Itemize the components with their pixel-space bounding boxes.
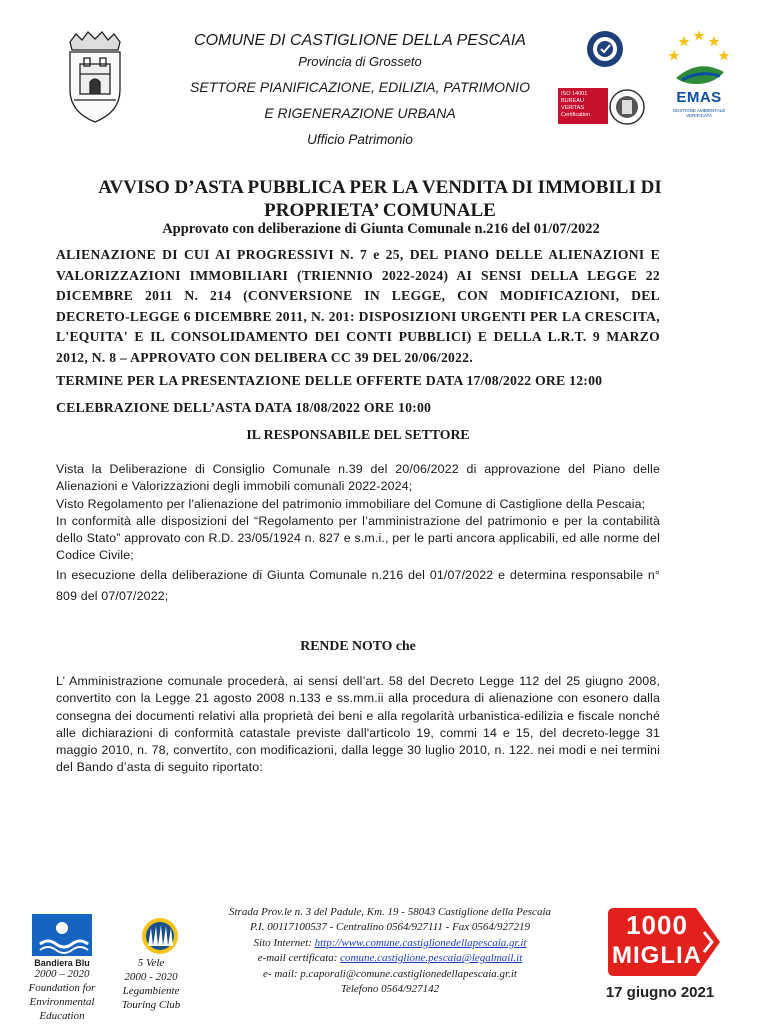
footer-website-line bbox=[190, 936, 590, 951]
mille-miglia-number: 1000 bbox=[626, 910, 688, 940]
bureau-veritas-logo bbox=[558, 88, 608, 124]
bureau-veritas-text: ISO 14001 BUREAU VERITAS Certification bbox=[561, 91, 591, 118]
blue-flag-org-line2: Environmental bbox=[29, 996, 95, 1008]
five-sails-org-line1: Legambiente bbox=[122, 985, 180, 997]
whereas-item: Visto Regolamento per l'alienazione del patrimonio immobiliare del Comune di Castiglione della Pescaia; bbox=[56, 496, 646, 511]
footer-email: e- mail: p.caporali@comune.castiglionedellapescaia.gr.it bbox=[263, 967, 517, 980]
blue-flag-logo bbox=[32, 914, 92, 956]
emas-subtitle: GESTIONE AMBIENTALE VERIFICATA bbox=[672, 108, 726, 118]
sector-manager-heading: IL RESPONSABILE DEL SETTORE bbox=[246, 427, 470, 442]
footer-address: Strada Prov.le n. 3 del Padule, Km. 19 - 58043 Castiglione della Pescaia bbox=[228, 906, 551, 918]
offer-deadline: TERMINE PER LA PRESENTAZIONE DELLE OFFERTE DATA 17/08/2022 ORE 12:00 bbox=[56, 373, 603, 388]
blue-flag-org-line1: Foundation for bbox=[28, 982, 96, 994]
website-link[interactable]: http://www.comune.castiglionedellapescaia.gr.it bbox=[314, 936, 527, 949]
footer-phone: Telefono 0564/927142 bbox=[340, 983, 440, 996]
certification-seal-icon bbox=[609, 86, 645, 128]
emas-label: EMAS bbox=[676, 89, 722, 106]
rende-noto-heading: RENDE NOTO che bbox=[300, 638, 416, 653]
five-sails-title: 5 Vele bbox=[137, 957, 165, 969]
sector-name-line1: SETTORE PIANIFICAZIONE, EDILIZIA, PATRIMONIO bbox=[190, 79, 530, 95]
sector-name-line2: E RIGENERAZIONE URBANA bbox=[264, 105, 456, 121]
province-name: Provincia di Grosseto bbox=[298, 54, 422, 69]
municipal-crest-logo bbox=[62, 30, 128, 125]
blue-flag-label: Bandiera Blu bbox=[34, 958, 90, 968]
auction-date: CELEBRAZIONE DELL’ASTA DATA 18/08/2022 ORE 10:00 bbox=[56, 400, 432, 415]
blue-flag-years: 2000 – 2020 bbox=[34, 968, 90, 980]
footer-pec-line bbox=[190, 951, 590, 966]
mille-miglia-date: 17 giugno 2021 bbox=[605, 984, 715, 1001]
footer-address-block bbox=[190, 905, 590, 997]
municipality-name: COMUNE DI CASTIGLIONE DELLA PESCAIA bbox=[194, 32, 526, 49]
whereas-item: Vista la Deliberazione di Consiglio Comunale n.39 del 20/06/2022 di approvazione del Piano delle Alienazioni e Valorizzazioni degli immobili comunali 2022-2024; bbox=[56, 462, 660, 494]
notice-title: AVVISO D’ASTA PUBBLICA PER LA VENDITA DI IMMOBILI DI PROPRIETA’ COMUNALE bbox=[98, 177, 662, 221]
website-label: Sito Internet: bbox=[253, 936, 315, 949]
five-sails-org-line2: Touring Club bbox=[121, 999, 181, 1011]
five-sails-logo bbox=[138, 916, 182, 956]
emas-logo bbox=[666, 28, 732, 120]
five-sails-years: 2000 - 2020 bbox=[124, 971, 178, 983]
alienation-paragraph: ALIENAZIONE DI CUI AI PROGRESSIVI N. 7 e 25, DEL PIANO DELLE ALIENAZIONI E VALORIZZAZIONI IMMOBILIARI (TRIENNIO 2022-2024) AI SENSI DELLA LEGGE 22 DICEMBRE 2011 N. 214 (CONVERSIONE IN LEGGE, CON MODIFICAZIONI, DEL DECRETO-LEGGE 6 DICEMBRE 2011, N. 201: DISPOSIZIONI URGENTI PER LA CRESCITA, L'EQUITA' E IL CONSOLIDAMENTO DEI CONTI PUBBLICI) E DELLA L.R.T. 9 MARZO 2012, N. 8 – APPROVATO CON DELIBERA CC 39 DEL 20/06/2022. bbox=[56, 247, 660, 365]
whereas-section bbox=[56, 461, 660, 607]
approval-reference: Approvato con deliberazione di Giunta Comunale n.216 del 01/07/2022 bbox=[162, 221, 600, 237]
office-name: Ufficio Patrimonio bbox=[307, 132, 413, 147]
footer-vat-phones: P.I. 00117100537 - Centralino 0564/927111 - Fax 0564/927219 bbox=[250, 921, 530, 934]
pec-label: e-mail certificata: bbox=[257, 952, 341, 965]
whereas-item: In esecuzione della deliberazione di Giunta Comunale n.216 del 01/07/2022 e determina responsabile n° 809 del 07/07/2022; bbox=[56, 567, 660, 603]
whereas-item: In conformità alle disposizioni del “Regolamento per l’amministrazione del patrimonio e per la contabilità dello Stato” approvato con R.D. 23/05/1924 n. 827 e s.m.i., per le parti ancora applicabili, ed alle norme del Codice Civile; bbox=[56, 513, 660, 563]
pec-link[interactable]: comune.castiglione.pescaia@legalmail.it bbox=[340, 952, 523, 965]
mille-miglia-word: MIGLIA bbox=[612, 942, 702, 969]
accredia-seal-logo bbox=[586, 28, 624, 70]
announcement-body: L’ Amministrazione comunale procederà, ai sensi dell’art. 58 del Decreto Legge 112 del 25 giugno 2008, convertito con la Legge 21 agosto 2008 n.133 e ss.mm.ii alla procedura di alienazione con esonero dalla consegna dei documenti relativi alla proprietà dei beni e alla regolarità urbanistica-edilizia e fiscale nonché alle dichiarazioni di conformità catastale previste dall'articolo 19, commi 14 e 15, del decreto-legge 31 maggio 2010, n. 78, convertito, con modificazioni, dalla legge 30 luglio 2010, n. 122. nei modi e nei termini del Bando d’asta di seguito riportato: bbox=[56, 674, 660, 775]
blue-flag-org-line3: Education bbox=[39, 1010, 85, 1022]
